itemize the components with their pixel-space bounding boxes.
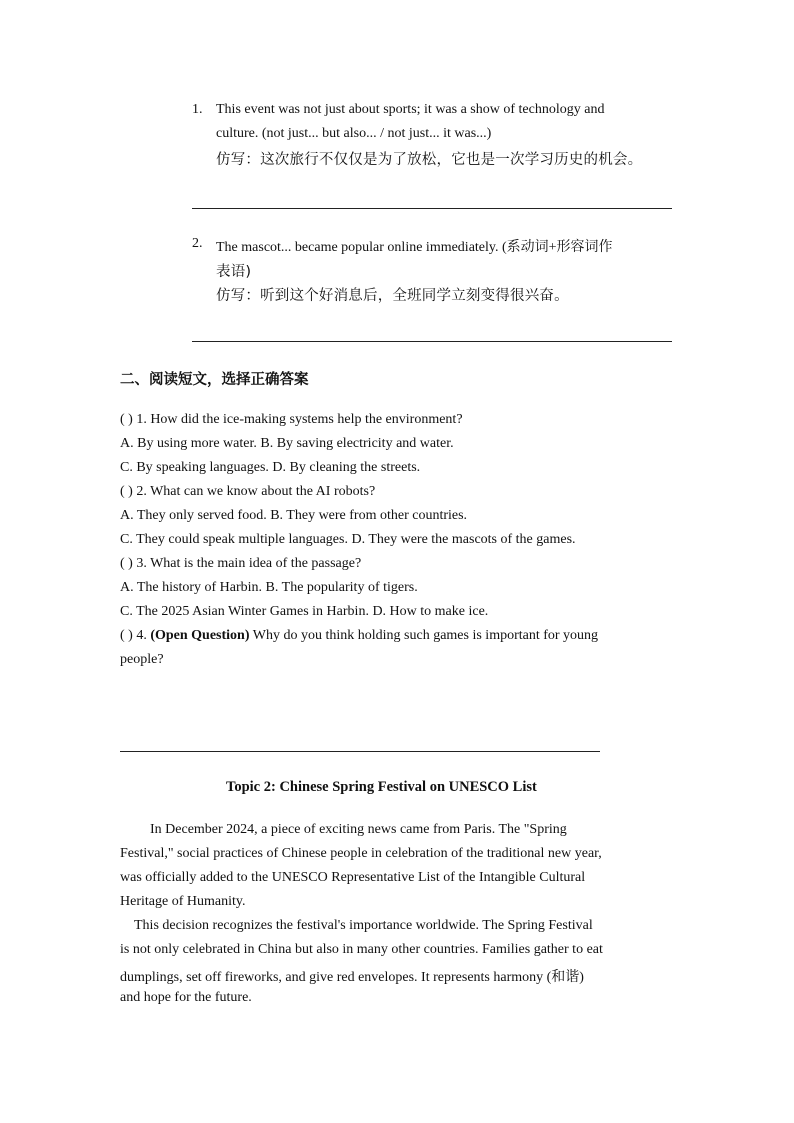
question-4-line [120,628,598,644]
question-line: ( ) 3. What is the main idea of the passage? [120,556,362,571]
item-1-sentence-line-1: This event was not just about sports; it was a show of technology and [216,102,605,117]
item-1-number: 1. [192,102,203,117]
question-line: C. The 2025 Asian Winter Games in Harbin. D. How to make ice. [120,604,489,619]
item-2-number: 2. [192,236,203,251]
question-4-text-cont: people? [120,652,164,667]
question-line: A. The history of Harbin. B. The popularity of tigers. [120,580,418,595]
question-4-answer-line[interactable] [120,751,600,752]
question-4-prefix: ( ) 4. [120,628,147,643]
question-line: A. By using more water. B. By saving electricity and water. [120,436,454,451]
paragraph-2-line: and hope for the future. [120,990,252,1005]
paragraph-1-line: In December 2024, a piece of exciting news came from Paris. The "Spring [150,822,567,837]
paragraph-1-line: Festival," social practices of Chinese people in celebration of the traditional new year, [120,846,602,861]
item-1-practice-prompt: 仿写：这次旅行不仅仅是为了放松，它也是一次学习历史的机会。 [216,152,643,168]
section-2-heading: 二、阅读短文，选择正确答案 [120,372,309,388]
question-line: ( ) 1. How did the ice-making systems help the environment? [120,412,463,427]
question-4-text: Why do you think holding such games is important for young [249,628,599,643]
question-line: A. They only served food. B. They were from other countries. [120,508,468,523]
item-2-practice-prompt: 仿写：听到这个好消息后，全班同学立刻变得很兴奋。 [216,288,569,304]
item-1-sentence-line-2: culture. (not just... but also... / not just... it was...) [216,126,492,141]
item-2-sentence-line-1: The mascot... became popular online immediately. (系动词+形容词作 [216,240,613,255]
question-line: C. They could speak multiple languages. D. They were the mascots of the games. [120,532,576,547]
item-2-sentence-line-2: 表语) [216,264,252,280]
question-line: C. By speaking languages. D. By cleaning the streets. [120,460,421,475]
question-4-open-label: (Open Question) [150,628,250,643]
paragraph-1-line: Heritage of Humanity. [120,894,246,909]
paragraph-2-line: This decision recognizes the festival's importance worldwide. The Spring Festival [134,918,593,933]
topic-2-title: Topic 2: Chinese Spring Festival on UNESCO List [226,779,537,795]
paragraph-2-line: is not only celebrated in China but also in many other countries. Families gather to eat [120,942,603,957]
item-2-answer-line[interactable] [192,341,672,342]
paragraph-2-line: dumplings, set off fireworks, and give red envelopes. It represents harmony (和谐) [120,970,584,985]
item-1-answer-line[interactable] [192,208,672,209]
paragraph-1-line: was officially added to the UNESCO Representative List of the Intangible Cultural [120,870,586,885]
question-line: ( ) 2. What can we know about the AI robots? [120,484,376,499]
